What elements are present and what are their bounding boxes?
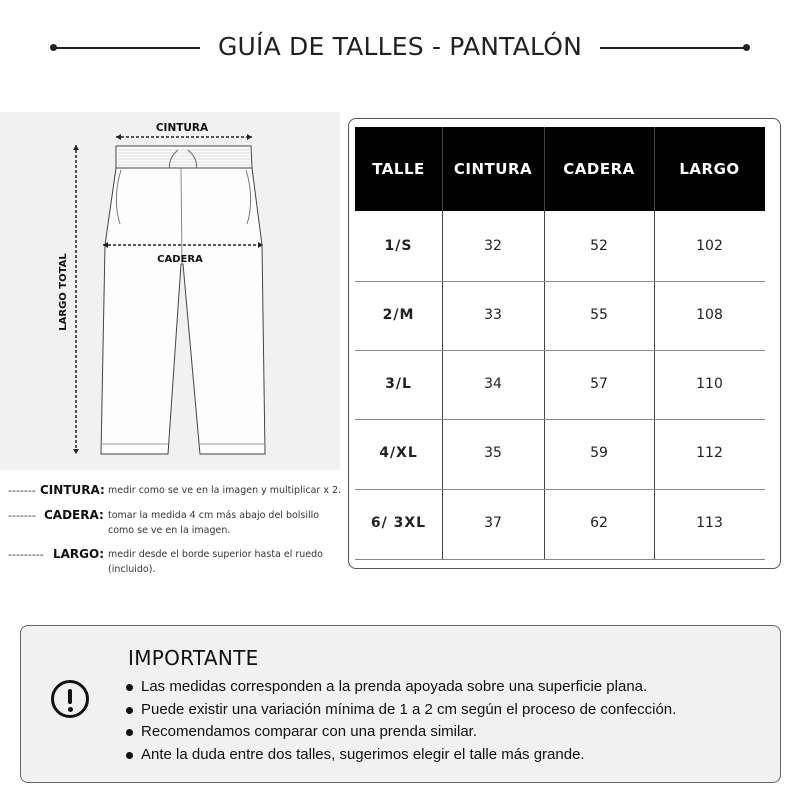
list-item: Puede existir una variación mínima de 1 a 2 cm según el proceso de confección. — [123, 699, 676, 722]
table-cell: 34 — [484, 376, 502, 392]
table-cell: 62 — [590, 515, 608, 531]
page-title: GUÍA DE TALLES - PANTALÓN — [217, 32, 583, 61]
legend-desc-hip-2: como se ve en la imagen. — [108, 525, 231, 536]
header-cadera: CADERA — [563, 160, 635, 178]
table-cell: 59 — [590, 445, 608, 461]
table-divider — [355, 559, 765, 560]
waist-label: CINTURA — [155, 122, 209, 134]
header-line-left — [54, 47, 200, 49]
table-cell: 112 — [696, 445, 723, 461]
table-cell: 37 — [484, 515, 502, 531]
table-cell: 57 — [590, 376, 608, 392]
table-cell: 102 — [696, 238, 723, 254]
size-table — [348, 118, 781, 569]
pants-illustration-panel — [0, 112, 340, 470]
hip-label: CADERA — [157, 254, 203, 265]
header-line-right — [600, 47, 746, 49]
table-cell: 55 — [590, 307, 608, 323]
header-dot-right — [743, 44, 750, 51]
table-cell-size: 2/M — [382, 307, 415, 323]
important-title: IMPORTANTE — [128, 646, 259, 670]
legend-dash: ------- — [8, 484, 36, 497]
list-item: Las medidas corresponden a la prenda apoyada sobre una superficie plana. — [123, 676, 676, 699]
legend-desc-length-2: (incluido). — [108, 564, 156, 575]
table-cell-size: 1/S — [384, 238, 413, 254]
table-cell: 32 — [484, 238, 502, 254]
size-table-header — [355, 127, 765, 211]
exclamation-circle-icon — [51, 680, 89, 718]
legend-desc-waist: medir como se ve en la imagen y multiplicar x 2. — [108, 485, 342, 496]
table-cell: 52 — [590, 238, 608, 254]
list-item: Ante la duda entre dos talles, sugerimos elegir el talle más grande. — [123, 744, 676, 767]
important-notice — [20, 625, 781, 783]
legend-key-hip: CADERA: — [44, 508, 104, 522]
list-item: Recomendamos comparar con una prenda similar. — [123, 721, 676, 744]
table-cell-size: 6/ 3XL — [370, 515, 427, 531]
legend-desc-length-1: medir desde el borde superior hasta el ruedo — [108, 549, 323, 560]
legend-key-length: LARGO: — [53, 547, 105, 561]
legend-key-waist: CINTURA: — [40, 483, 105, 497]
table-cell: 113 — [696, 515, 723, 531]
pants-diagram — [0, 112, 340, 470]
table-cell: 108 — [696, 307, 723, 323]
page-header — [0, 28, 800, 68]
header-talle: TALLE — [372, 160, 425, 178]
legend-dash: ------- — [8, 509, 36, 522]
pants-waistband — [116, 146, 252, 168]
table-cell: 35 — [484, 445, 502, 461]
important-list — [123, 676, 676, 766]
legend-desc-hip-1: tomar la medida 4 cm más abajo del bolsillo — [108, 510, 320, 521]
table-cell: 33 — [484, 307, 502, 323]
table-cell-size: 4/XL — [379, 445, 418, 461]
header-largo: LARGO — [679, 160, 740, 178]
table-cell: 110 — [696, 376, 723, 392]
pants-outline — [101, 168, 265, 454]
length-label: LARGO TOTAL — [58, 253, 69, 331]
legend-dash: --------- — [8, 548, 44, 561]
table-cell-size: 3/L — [385, 376, 412, 392]
header-cintura: CINTURA — [453, 160, 533, 178]
